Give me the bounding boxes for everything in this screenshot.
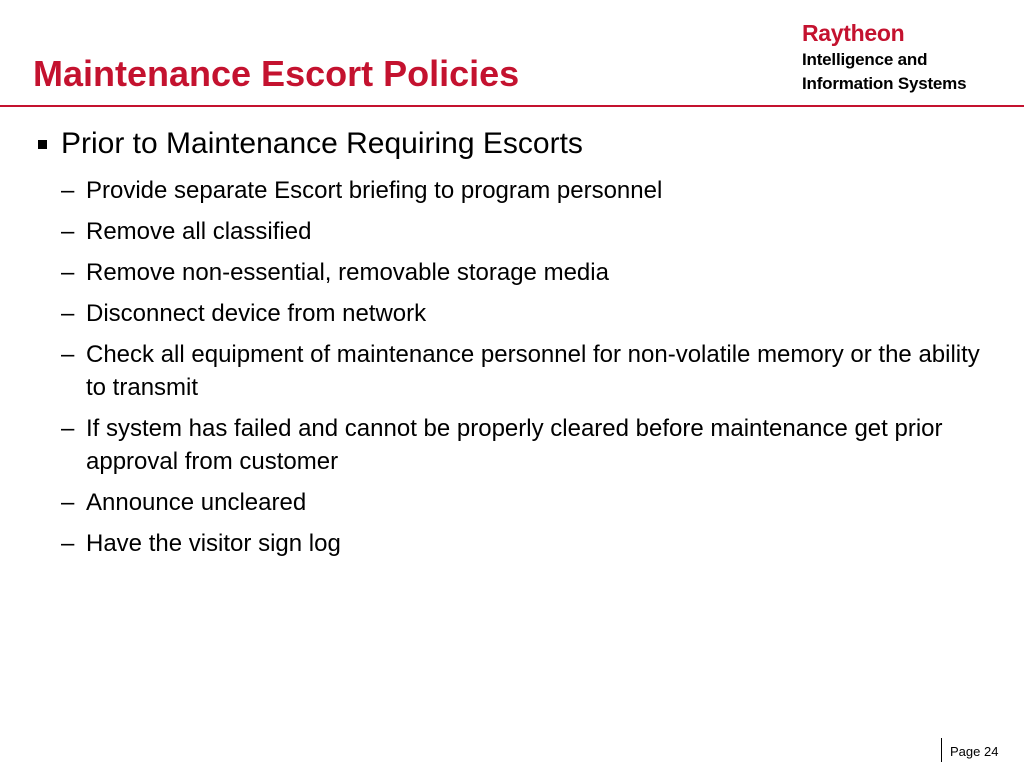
sub-bullet-text: Disconnect device from network [86, 300, 427, 327]
sub-bullet-text: Remove all classified [86, 218, 312, 245]
dash-bullet-icon: – [61, 218, 75, 245]
dash-bullet-icon: – [61, 530, 75, 557]
square-bullet-icon [38, 140, 47, 149]
title-divider [0, 105, 1024, 107]
dash-bullet-icon: – [61, 415, 75, 442]
logo-line-1: Intelligence and [802, 50, 928, 69]
sub-bullet-item [36, 297, 996, 330]
sub-bullet-text: Announce uncleared [86, 489, 307, 516]
main-bullet-text: Prior to Maintenance Requiring Escorts [61, 127, 583, 160]
sub-bullet-item [36, 412, 996, 478]
dash-bullet-icon: – [61, 259, 75, 286]
raytheon-logo [802, 18, 1012, 96]
logo-brand: Raytheon [802, 20, 905, 46]
dash-bullet-icon: – [61, 489, 75, 516]
sub-bullet-item [36, 486, 996, 519]
page-number: Page 24 [941, 738, 998, 762]
sub-bullet-item [36, 174, 996, 207]
sub-bullet-item [36, 527, 996, 560]
sub-bullet-item [36, 256, 996, 289]
dash-bullet-icon: – [61, 341, 75, 368]
sub-bullet-item [36, 215, 996, 248]
dash-bullet-icon: – [61, 177, 75, 204]
sub-bullet-item [36, 338, 996, 404]
sub-bullet-text: Remove non-essential, removable storage media [86, 259, 609, 286]
logo-line-2: Information Systems [802, 74, 967, 93]
sub-bullet-list [36, 174, 996, 560]
slide-title: Maintenance Escort Policies [33, 53, 520, 94]
sub-bullet-text: Provide separate Escort briefing to program personnel [86, 177, 663, 204]
sub-bullet-text: If system has failed and cannot be properly cleared before maintenance get prior approval from customer [86, 415, 943, 475]
main-bullet [36, 122, 996, 166]
dash-bullet-icon: – [61, 300, 75, 327]
slide-body [36, 122, 996, 560]
sub-bullet-text: Check all equipment of maintenance personnel for non-volatile memory or the ability to transmit [86, 341, 980, 401]
sub-bullet-text: Have the visitor sign log [86, 530, 341, 557]
